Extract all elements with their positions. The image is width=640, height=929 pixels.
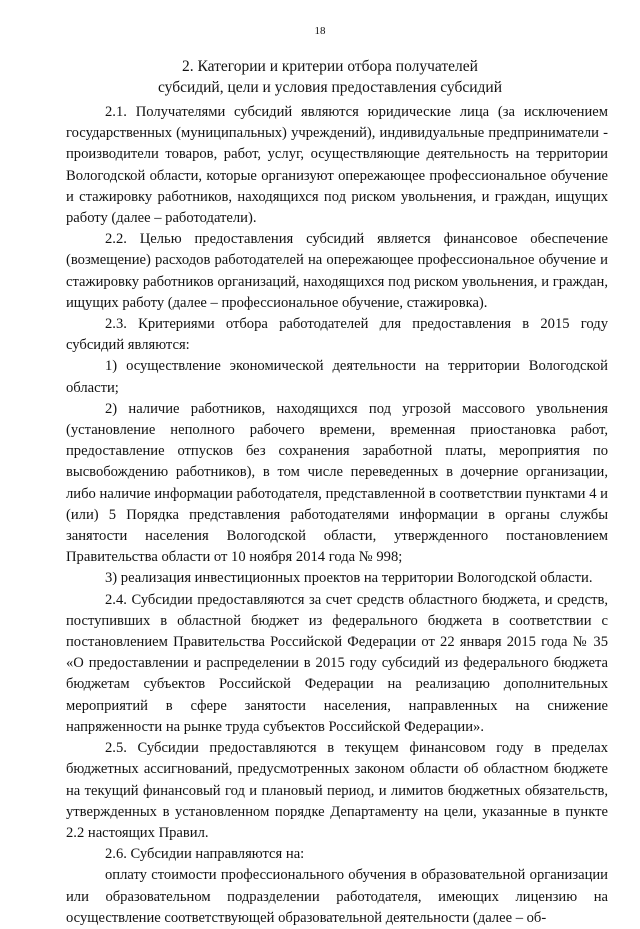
criterion-3: 3) реализация инвестиционных проектов на территории Вологодской области. [105,570,593,587]
section-title [60,56,600,98]
paragraph-2-1: 2.1. Получателями субсидий являются юридические лица (за исключением государственных (муниципальных) учреждений), индивидуальные предприниматели - производители товаров, работ, услуг, осуществляющие деятельность на территории Вологодской области, которые организуют опережающее профессиональное обучение и стажировку работников, находящихся под риском увольнения, и граждан, ищущих работу (далее – работодатели). [66,104,608,227]
section-title-line-1: 2. Категории и критерии отбора получателей [182,58,478,75]
paragraph-2-2: 2.2. Целью предоставления субсидий является финансовое обеспечение (возмещение) расходов работодателей на опережающее профессиональное обучение и стажировку работников организаций, находящихся под риском увольнения, и граждан, ищущих работу (далее – профессиональное обучение, стажировка). [66,231,608,311]
criterion-2: 2) наличие работников, находящихся под угрозой массового увольнения (установление неполного рабочего времени, временная приостановка работ, предоставление отпусков без сохранения заработной платы, мероприятия по высвобождению работников), в том числе переведенных в дочерние организации, либо наличие информации работодателя, представленной в соответствии пунктами 4 и (или) 5 Порядка представления работодателями информации в органы службы занятости населения Вологодской области, утвержденного постановлением Правительства области от 10 ноября 2014 года № 998; [66,400,608,566]
page-number: 18 [314,25,326,37]
paragraph-2-5: 2.5. Субсидии предоставляются в текущем финансовом году в пределах бюджетных ассигнований, предусмотренных законом области об областном бюджете на текущий финансовый год и плановый период, и лимитов бюджетных обязательств, утвержденных в установленном порядке Департаменту на цели, указанные в пункте 2.2 настоящих Правил. [66,740,608,841]
paragraph-2-6: 2.6. Субсидии направляются на: [105,846,305,863]
criterion-1: 1) осуществление экономической деятельности на территории Вологодской области; [66,358,608,396]
paragraph-2-4: 2.4. Субсидии предоставляются за счет средств областного бюджета, и средств, поступивших в областной бюджет из федерального бюджета в соответствии с постановлением Правительства Российской Федерации от 22 января 2015 года № 35 «О предоставлении и распределении в 2015 году субсидий из федерального бюджета бюджетам субъектов Российской Федерации на реализацию дополнительных мероприятий в сфере занятости населения, направленных на снижение напряженности на рынке труда субъектов Российской Федерации». [66,591,608,735]
section-title-line-2: субсидий, цели и условия предоставления субсидий [157,79,503,96]
body-text [66,102,608,929]
paragraph-2-6-item: оплату стоимости профессионального обучения в образовательной организации или образовательном подразделении работодателя, имеющих лицензию на осуществление соответствующей образовательной деятельности (далее – об- [66,867,608,926]
paragraph-2-3: 2.3. Критериями отбора работодателей для предоставления в 2015 году субсидий являются: [66,316,608,354]
